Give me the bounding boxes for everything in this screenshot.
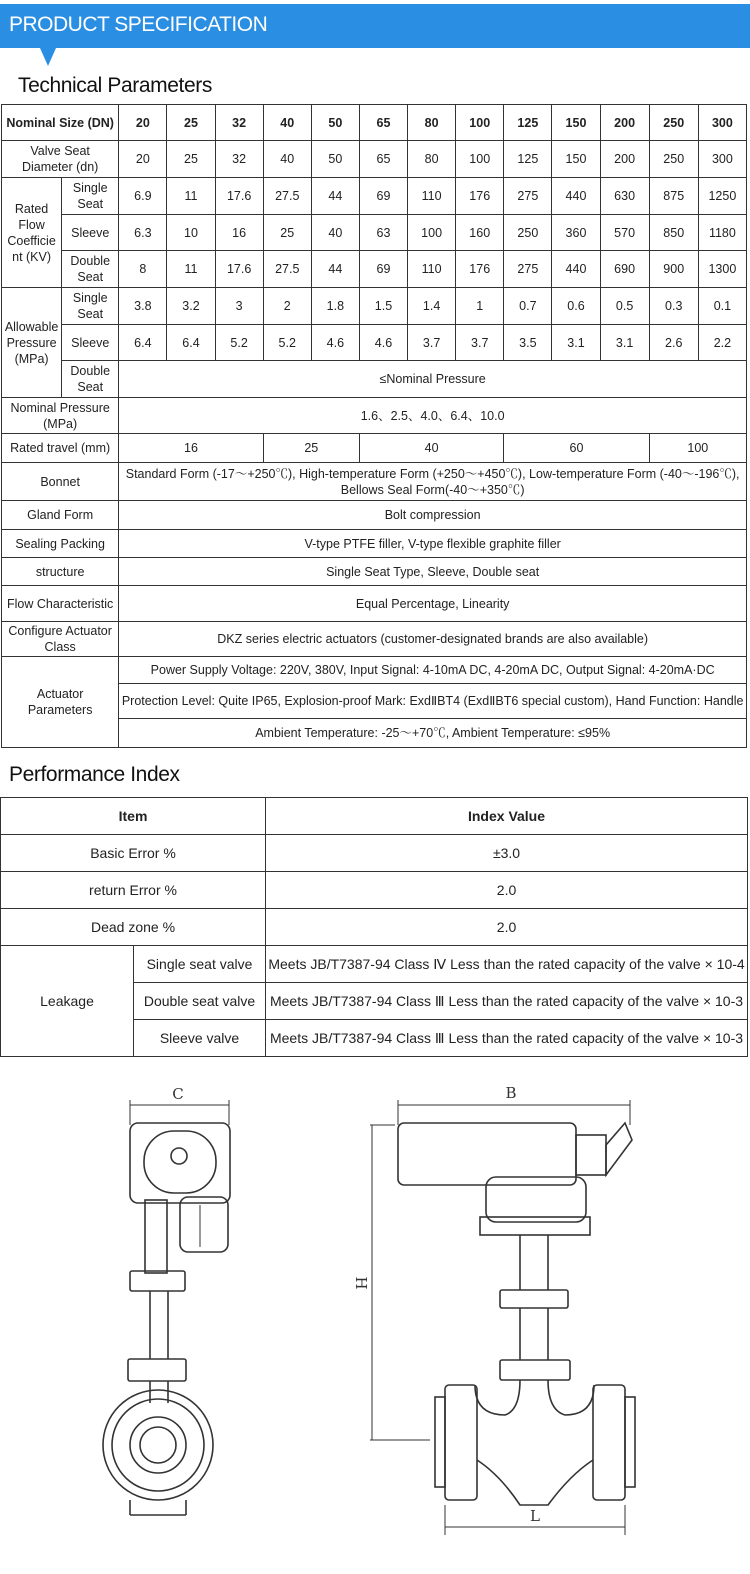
actuator-parameters-label: Actuator Parameters xyxy=(2,657,119,748)
single-seat-label: Single Seat xyxy=(62,178,119,215)
row-seat-diameter xyxy=(2,141,747,178)
leakage-value: Meets JB/T7387-94 Class Ⅳ Less than the rated capacity of the valve × 10-4 xyxy=(266,946,748,983)
item-header: Item xyxy=(1,798,266,835)
dimension-label-c: C xyxy=(172,1085,184,1103)
size-cell: 200 xyxy=(600,105,649,141)
ap-cell: 3.8 xyxy=(119,288,167,325)
kv-cell: 110 xyxy=(408,178,456,215)
perf-value: 2.0 xyxy=(266,909,748,946)
seat-dia-cell: 32 xyxy=(215,141,263,178)
structure-value: Single Seat Type, Sleeve, Double seat xyxy=(119,558,747,586)
leakage-type: Sleeve valve xyxy=(134,1020,266,1057)
ap-cell: 5.2 xyxy=(263,325,311,361)
kv-cell: 10 xyxy=(167,215,215,251)
kv-cell: 275 xyxy=(504,251,552,288)
size-cell: 32 xyxy=(215,105,263,141)
perf-item: Dead zone % xyxy=(1,909,266,946)
ap-cell: 1 xyxy=(456,288,504,325)
kv-cell: 250 xyxy=(504,215,552,251)
kv-cell: 6.9 xyxy=(119,178,167,215)
index-value-header: Index Value xyxy=(266,798,748,835)
ap-cell: 0.6 xyxy=(552,288,600,325)
kv-cell: 176 xyxy=(456,178,504,215)
row-nominal-size xyxy=(2,105,747,141)
front-view xyxy=(352,1084,635,1535)
seat-dia-cell: 150 xyxy=(552,141,600,178)
double-seat-label: Double Seat xyxy=(62,251,119,288)
perf-item: return Error % xyxy=(1,872,266,909)
nominal-pressure-label: Nominal Pressure (MPa) xyxy=(2,398,119,434)
ap-cell: 2 xyxy=(263,288,311,325)
banner-pointer xyxy=(40,48,56,66)
ap-cell: 4.6 xyxy=(311,325,359,361)
banner xyxy=(0,0,750,64)
nominal-pressure-value: 1.6、2.5、4.0、6.4、10.0 xyxy=(119,398,747,434)
row-ap-single xyxy=(2,288,747,325)
ap-cell: 2.2 xyxy=(698,325,746,361)
row-nominal-pressure xyxy=(2,398,747,434)
perf-value: ±3.0 xyxy=(266,835,748,872)
kv-cell: 440 xyxy=(552,251,600,288)
perf-row xyxy=(1,872,748,909)
seat-dia-cell: 20 xyxy=(119,141,167,178)
kv-cell: 27.5 xyxy=(263,178,311,215)
travel-cell: 60 xyxy=(504,434,649,463)
performance-index-table xyxy=(0,797,748,1057)
perf-header-row xyxy=(1,798,748,835)
kv-cell: 1300 xyxy=(698,251,746,288)
ap-cell: 3.2 xyxy=(167,288,215,325)
ap-cell: 6.4 xyxy=(119,325,167,361)
travel-cell: 40 xyxy=(359,434,503,463)
kv-cell: 570 xyxy=(600,215,649,251)
dimension-label-h: H xyxy=(352,1276,370,1290)
actuator-class-label: Configure Actuator Class xyxy=(2,622,119,657)
seat-dia-cell: 125 xyxy=(504,141,552,178)
banner-title: PRODUCT SPECIFICATION xyxy=(9,13,268,36)
rated-travel-label: Rated travel (mm) xyxy=(2,434,119,463)
ap-cell: 3.7 xyxy=(408,325,456,361)
ap-cell: 2.6 xyxy=(649,325,698,361)
size-cell: 25 xyxy=(167,105,215,141)
actuator-parameter: Ambient Temperature: -25～+70℃, Ambient Temperature: ≤95% xyxy=(119,719,747,748)
seat-diameter-label: Valve Seat Diameter (dn) xyxy=(2,141,119,178)
size-cell: 150 xyxy=(552,105,600,141)
row-ap-double xyxy=(2,361,747,398)
size-cell: 20 xyxy=(119,105,167,141)
flow-characteristic-value: Equal Percentage, Linearity xyxy=(119,586,747,622)
row-gland xyxy=(2,501,747,530)
ap-cell: 0.3 xyxy=(649,288,698,325)
valve-dimension-drawing xyxy=(0,1065,750,1574)
kv-cell: 275 xyxy=(504,178,552,215)
row-flow xyxy=(2,586,747,622)
kv-cell: 27.5 xyxy=(263,251,311,288)
kv-cell: 17.6 xyxy=(215,251,263,288)
ap-cell: 1.5 xyxy=(359,288,407,325)
kv-cell: 17.6 xyxy=(215,178,263,215)
row-kv-double xyxy=(2,251,747,288)
sealing-packing-label: Sealing Packing xyxy=(2,530,119,558)
sleeve-label: Sleeve xyxy=(62,325,119,361)
ap-cell: 3.1 xyxy=(600,325,649,361)
gland-form-value: Bolt compression xyxy=(119,501,747,530)
sleeve-label: Sleeve xyxy=(62,215,119,251)
kv-cell: 900 xyxy=(649,251,698,288)
row-structure xyxy=(2,558,747,586)
seat-dia-cell: 100 xyxy=(456,141,504,178)
ap-cell: 5.2 xyxy=(215,325,263,361)
seat-dia-cell: 50 xyxy=(311,141,359,178)
leakage-label: Leakage xyxy=(1,946,134,1057)
ap-cell: 1.4 xyxy=(408,288,456,325)
row-bonnet xyxy=(2,463,747,501)
seat-dia-cell: 300 xyxy=(698,141,746,178)
seat-dia-cell: 80 xyxy=(408,141,456,178)
size-cell: 50 xyxy=(311,105,359,141)
dimension-label-b: B xyxy=(505,1084,517,1102)
ap-cell: 6.4 xyxy=(167,325,215,361)
actuator-class-value: DKZ series electric actuators (customer-designated brands are also available) xyxy=(119,622,747,657)
ap-cell: 3.7 xyxy=(456,325,504,361)
seat-dia-cell: 200 xyxy=(600,141,649,178)
kv-cell: 44 xyxy=(311,251,359,288)
row-actuator-params-1 xyxy=(2,657,747,684)
nominal-size-label: Nominal Size (DN) xyxy=(2,105,119,141)
row-actuator-class xyxy=(2,622,747,657)
dimension-label-l: L xyxy=(530,1507,540,1525)
kv-cell: 440 xyxy=(552,178,600,215)
bonnet-label: Bonnet xyxy=(2,463,119,501)
gland-form-label: Gland Form xyxy=(2,501,119,530)
travel-cell: 100 xyxy=(649,434,746,463)
kv-cell: 63 xyxy=(359,215,407,251)
kv-cell: 16 xyxy=(215,215,263,251)
size-cell: 100 xyxy=(456,105,504,141)
kv-cell: 160 xyxy=(456,215,504,251)
travel-cell: 16 xyxy=(119,434,263,463)
size-cell: 125 xyxy=(504,105,552,141)
flow-characteristic-label: Flow Characteristic xyxy=(2,586,119,622)
kv-cell: 40 xyxy=(311,215,359,251)
leakage-type: Single seat valve xyxy=(134,946,266,983)
seat-dia-cell: 25 xyxy=(167,141,215,178)
kv-cell: 630 xyxy=(600,178,649,215)
kv-cell: 110 xyxy=(408,251,456,288)
leakage-value: Meets JB/T7387-94 Class Ⅲ Less than the rated capacity of the valve × 10-3 xyxy=(266,983,748,1020)
single-seat-label: Single Seat xyxy=(62,288,119,325)
ap-double-value: ≤Nominal Pressure xyxy=(119,361,747,398)
kv-cell: 100 xyxy=(408,215,456,251)
row-ap-sleeve xyxy=(2,325,747,361)
allowable-pressure-label: Allowable Pressure (MPa) xyxy=(2,288,62,398)
kv-cell: 11 xyxy=(167,251,215,288)
size-cell: 80 xyxy=(408,105,456,141)
ap-cell: 4.6 xyxy=(359,325,407,361)
ap-cell: 0.1 xyxy=(698,288,746,325)
row-kv-sleeve xyxy=(2,215,747,251)
leakage-row xyxy=(1,946,748,983)
kv-cell: 8 xyxy=(119,251,167,288)
row-kv-single xyxy=(2,178,747,215)
kv-cell: 1180 xyxy=(698,215,746,251)
kv-cell: 44 xyxy=(311,178,359,215)
size-cell: 65 xyxy=(359,105,407,141)
sealing-packing-value: V-type PTFE filler, V-type flexible graphite filler xyxy=(119,530,747,558)
seat-dia-cell: 40 xyxy=(263,141,311,178)
kv-cell: 11 xyxy=(167,178,215,215)
leakage-type: Double seat valve xyxy=(134,983,266,1020)
double-seat-label: Double Seat xyxy=(62,361,119,398)
size-cell: 40 xyxy=(263,105,311,141)
ap-cell: 0.7 xyxy=(504,288,552,325)
bonnet-value: Standard Form (-17～+250℃), High-temperature Form (+250～+450℃), Low-temperature Form (-40～-196℃), Bellows Seal Form(-40～+350℃) xyxy=(119,463,747,501)
seat-dia-cell: 65 xyxy=(359,141,407,178)
kv-cell: 176 xyxy=(456,251,504,288)
ap-cell: 3.1 xyxy=(552,325,600,361)
kv-label: Rated Flow Coefficie nt (KV) xyxy=(2,178,62,288)
kv-cell: 850 xyxy=(649,215,698,251)
technical-parameters-title: Technical Parameters xyxy=(18,74,212,97)
kv-cell: 25 xyxy=(263,215,311,251)
seat-dia-cell: 250 xyxy=(649,141,698,178)
ap-cell: 1.8 xyxy=(311,288,359,325)
row-rated-travel xyxy=(2,434,747,463)
perf-value: 2.0 xyxy=(266,872,748,909)
leakage-value: Meets JB/T7387-94 Class Ⅲ Less than the rated capacity of the valve × 10-3 xyxy=(266,1020,748,1057)
perf-row xyxy=(1,835,748,872)
side-view xyxy=(103,1085,230,1515)
kv-cell: 69 xyxy=(359,178,407,215)
actuator-parameter: Protection Level: Quite IP65, Explosion-proof Mark: ExdⅡBT4 (ExdⅡBT6 special custom), Hand Function: Handle xyxy=(119,684,747,719)
perf-row xyxy=(1,909,748,946)
structure-label: structure xyxy=(2,558,119,586)
kv-cell: 360 xyxy=(552,215,600,251)
perf-item: Basic Error % xyxy=(1,835,266,872)
travel-cell: 25 xyxy=(263,434,359,463)
kv-cell: 6.3 xyxy=(119,215,167,251)
actuator-parameter: Power Supply Voltage: 220V, 380V, Input Signal: 4-10mA DC, 4-20mA DC, Output Signal: 4-20mA·DC xyxy=(119,657,747,684)
ap-cell: 3.5 xyxy=(504,325,552,361)
size-cell: 300 xyxy=(698,105,746,141)
row-packing xyxy=(2,530,747,558)
size-cell: 250 xyxy=(649,105,698,141)
kv-cell: 1250 xyxy=(698,178,746,215)
kv-cell: 69 xyxy=(359,251,407,288)
technical-parameters-table xyxy=(1,104,747,748)
kv-cell: 875 xyxy=(649,178,698,215)
performance-index-title: Performance Index xyxy=(9,763,180,786)
kv-cell: 690 xyxy=(600,251,649,288)
ap-cell: 0.5 xyxy=(600,288,649,325)
ap-cell: 3 xyxy=(215,288,263,325)
